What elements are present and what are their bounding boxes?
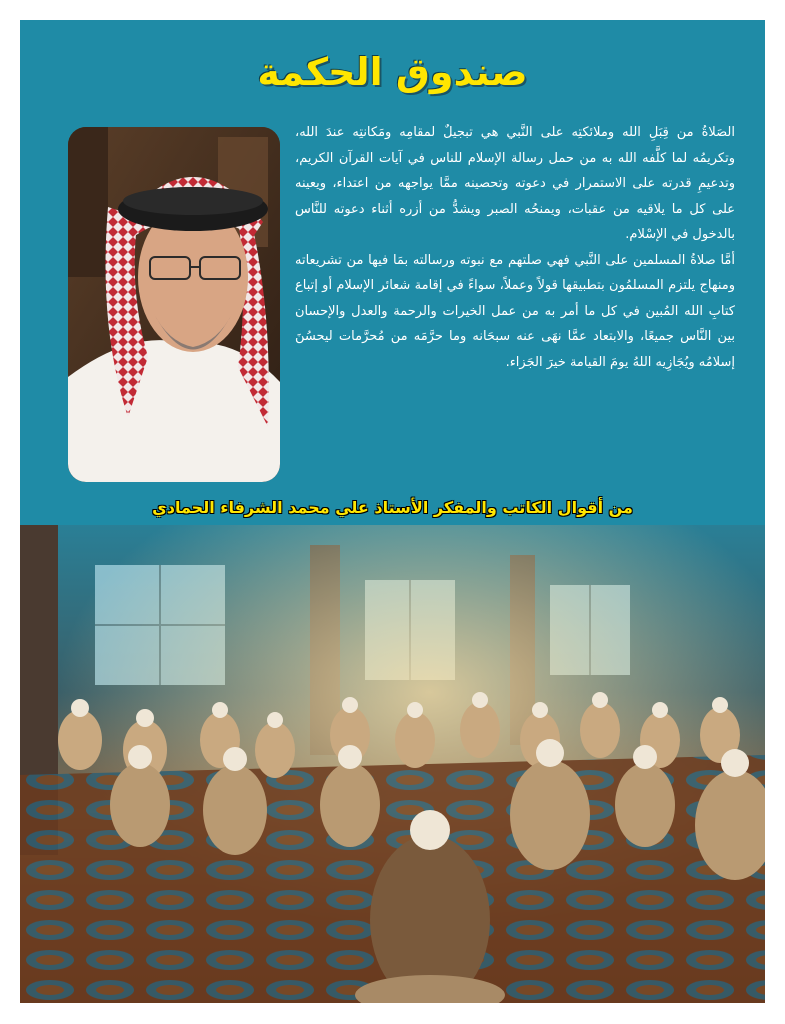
attribution-line: من أقوال الكاتب والمفكر الأستاذ علي محمد الشرفاء الحمادي (152, 498, 633, 517)
wisdom-card (20, 20, 765, 1003)
mosque-prayer-illustration (20, 525, 765, 1003)
author-photo (68, 127, 280, 482)
page-title: صندوق الحكمة (257, 50, 528, 94)
quote-paragraph: الصَلاةُ من قِبَلِ الله وملائكتِه على النَّبي هي تبجيلٌ لمقامِه ومَكانتِه عندَ الله، وتكريمُه لما كلَّفه الله به من حمل رسالة الإسلام للناس في آيات القرآن الكريم، وتدعيمِ قدرته على الاستمرار في دعوته وتحصينه ممَّا يواجهه من اعتداء، ويعينه على كل ما يلاقيه من عقبات، ويمنحُه الصبر ويشدُّ من أزره أثناء دعوته للنَّاس بالدخول في الإسْلام. أمَّا صلاةُ المسلمين على النَّبي فهي صلتهم مع نبوته ورسالته بمَا فيها من تشريعاته ومنهاج يلتزم المسلمُون بتطبيقها قولاً وعملاً، سواءً في إقامة شعائر الإسلام أو إتباع كتابِ الله المُبين في كل ما أمر به من عمل الخيرات والرحمة والعدل والإحسان بين النَّاس جميعًا، والابتعاد عمَّا نهَى عنه سبحَانه وما حرَّمَه من مُحرَّمات ليحسُنَ إسلامُه ويُجَازِيه اللهُ يومَ القيامة خيرَ الجَزاء. (295, 125, 735, 370)
prayer-scene-image (20, 525, 765, 1003)
author-portrait (68, 127, 280, 482)
